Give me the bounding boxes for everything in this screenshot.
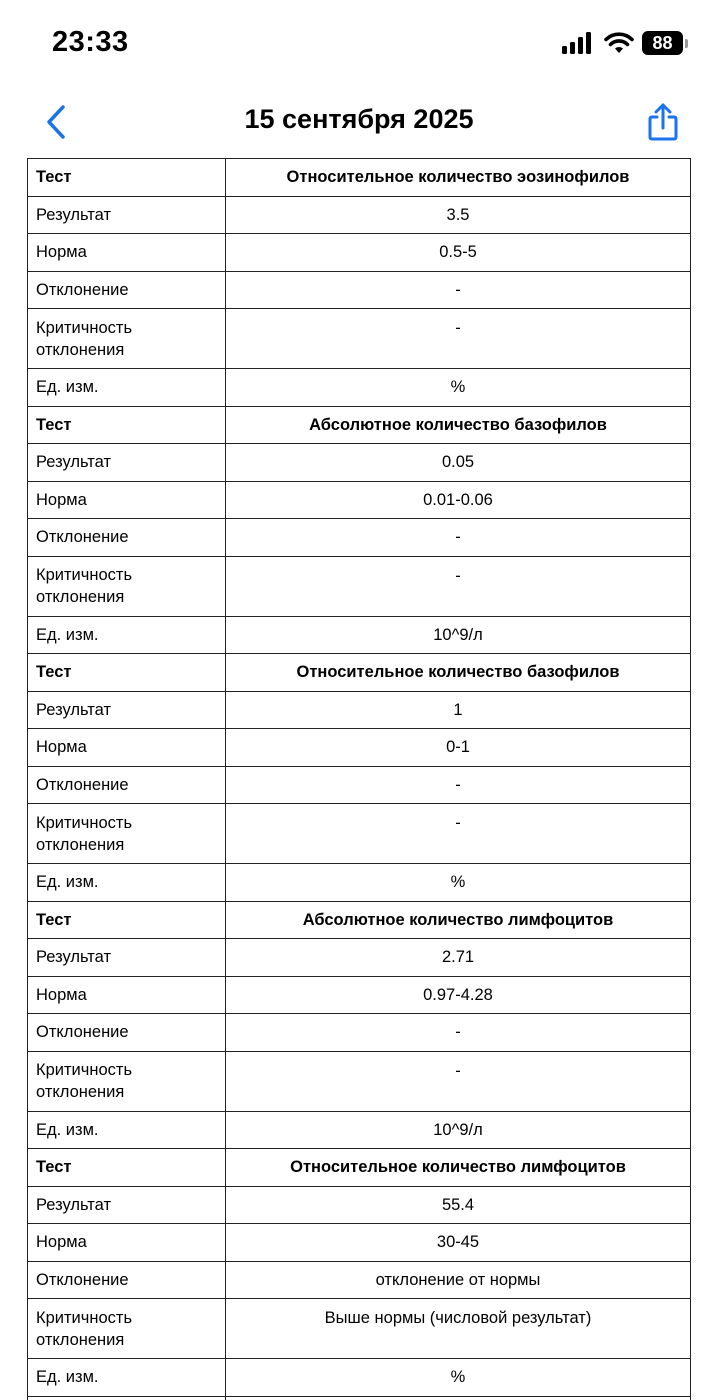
deviation-label: Отклонение	[28, 271, 226, 309]
test-name: Относительное количество эозинофилов	[226, 159, 691, 197]
table-row-result	[28, 444, 691, 482]
table-row-test	[28, 654, 691, 692]
result-value: 2.71	[226, 939, 691, 977]
norm-label: Норма	[28, 976, 226, 1014]
test-label: Тест	[28, 159, 226, 197]
table-row-criticality	[28, 556, 691, 616]
test-name: Абсолютное количество базофилов	[226, 406, 691, 444]
deviation-value: -	[226, 271, 691, 309]
share-icon	[647, 102, 679, 142]
criticality-value: Выше нормы (числовой результат)	[226, 1299, 691, 1359]
table-row-unit	[28, 864, 691, 902]
deviation-label: Отклонение	[28, 519, 226, 557]
unit-label: Ед. изм.	[28, 864, 226, 902]
signal-icon	[562, 32, 594, 54]
criticality-label: Критичность отклонения	[28, 804, 226, 864]
deviation-value: -	[226, 766, 691, 804]
criticality-value: -	[226, 556, 691, 616]
table-row-deviation	[28, 1261, 691, 1299]
norm-value: 0-1	[226, 729, 691, 767]
table-row-deviation	[28, 1014, 691, 1052]
norm-value: 30-45	[226, 1224, 691, 1262]
deviation-label: Отклонение	[28, 1014, 226, 1052]
deviation-value: -	[226, 519, 691, 557]
unit-value: %	[226, 864, 691, 902]
table-row-norm	[28, 1224, 691, 1262]
table-row-criticality	[28, 1051, 691, 1111]
unit-label: Ед. изм.	[28, 369, 226, 407]
table-row-result	[28, 196, 691, 234]
table-row-deviation	[28, 766, 691, 804]
battery-icon	[642, 31, 688, 55]
status-icons	[562, 29, 688, 57]
table-row-result	[28, 691, 691, 729]
test-label: Тест	[28, 1149, 226, 1187]
result-value: 1	[226, 691, 691, 729]
table-row-criticality	[28, 1299, 691, 1359]
criticality-label: Критичность отклонения	[28, 1299, 226, 1359]
table-row-test	[28, 1396, 691, 1400]
navigation-bar	[0, 86, 718, 158]
criticality-label: Критичность отклонения	[28, 556, 226, 616]
deviation-label: Отклонение	[28, 1261, 226, 1299]
test-name: Абсолютное количество лимфоцитов	[226, 901, 691, 939]
norm-label: Норма	[28, 729, 226, 767]
norm-value: 0.5-5	[226, 234, 691, 272]
norm-value: 0.01-0.06	[226, 481, 691, 519]
table-row-test	[28, 159, 691, 197]
unit-label: Ед. изм.	[28, 1111, 226, 1149]
norm-label: Норма	[28, 481, 226, 519]
deviation-label: Отклонение	[28, 766, 226, 804]
table-row-unit	[28, 1359, 691, 1397]
criticality-value: -	[226, 309, 691, 369]
norm-label: Норма	[28, 1224, 226, 1262]
criticality-label: Критичность отклонения	[28, 309, 226, 369]
unit-value: %	[226, 1359, 691, 1397]
deviation-value: -	[226, 1014, 691, 1052]
result-value: 55.4	[226, 1186, 691, 1224]
result-value: 3.5	[226, 196, 691, 234]
table-row-norm	[28, 234, 691, 272]
unit-value: 10^9/л	[226, 1111, 691, 1149]
table-row-result	[28, 939, 691, 977]
test-label: Тест	[28, 406, 226, 444]
table-row-norm	[28, 481, 691, 519]
result-value: 0.05	[226, 444, 691, 482]
unit-label: Ед. изм.	[28, 616, 226, 654]
results-scroll-area[interactable]	[27, 158, 691, 1400]
table-row-criticality	[28, 804, 691, 864]
table-row-deviation	[28, 519, 691, 557]
battery-level: 88	[642, 31, 683, 55]
norm-value: 0.97-4.28	[226, 976, 691, 1014]
table-row-test	[28, 901, 691, 939]
criticality-label: Критичность отклонения	[28, 1051, 226, 1111]
wifi-icon	[604, 31, 634, 55]
unit-value: %	[226, 369, 691, 407]
criticality-value: -	[226, 1051, 691, 1111]
results-table	[27, 158, 691, 1400]
result-label: Результат	[28, 444, 226, 482]
table-row-criticality	[28, 309, 691, 369]
share-button[interactable]	[642, 98, 684, 146]
result-label: Результат	[28, 939, 226, 977]
test-name: Относительное количество базофилов	[226, 654, 691, 692]
result-label: Результат	[28, 691, 226, 729]
table-row-deviation	[28, 271, 691, 309]
status-bar	[0, 0, 718, 86]
status-time: 23:33	[52, 26, 129, 58]
unit-value: 10^9/л	[226, 616, 691, 654]
test-label: Тест	[28, 901, 226, 939]
table-row-norm	[28, 976, 691, 1014]
table-row-unit	[28, 369, 691, 407]
unit-label: Ед. изм.	[28, 1359, 226, 1397]
deviation-value: отклонение от нормы	[226, 1261, 691, 1299]
criticality-value: -	[226, 804, 691, 864]
test-label: Тест	[28, 654, 226, 692]
page-title: 15 сентября 2025	[244, 104, 474, 134]
test-name: Относительное количество лимфоцитов	[226, 1149, 691, 1187]
table-row-unit	[28, 616, 691, 654]
table-row-norm	[28, 729, 691, 767]
table-row-unit	[28, 1111, 691, 1149]
result-label: Результат	[28, 196, 226, 234]
norm-label: Норма	[28, 234, 226, 272]
table-row-test	[28, 406, 691, 444]
table-row-test	[28, 1149, 691, 1187]
table-row-result	[28, 1186, 691, 1224]
result-label: Результат	[28, 1186, 226, 1224]
